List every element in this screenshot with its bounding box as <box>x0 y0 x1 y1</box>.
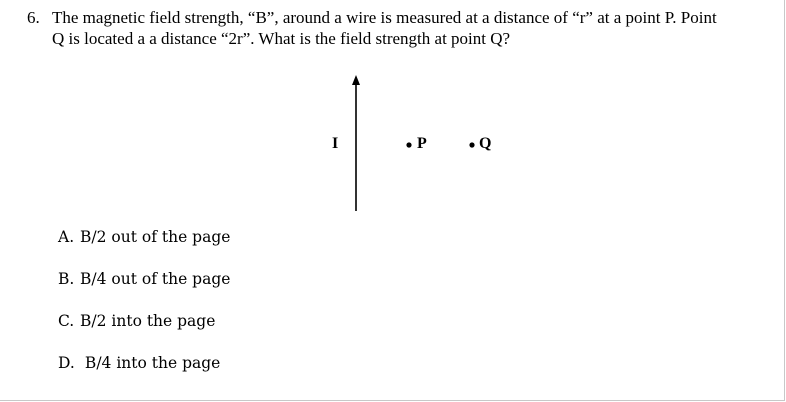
choice-a-text: B/2 out of the page <box>80 228 231 246</box>
choice-d-text: B/4 into the page <box>80 354 221 372</box>
choice-d-letter: D. <box>58 354 75 372</box>
point-p-label: P <box>417 135 427 152</box>
choice-a-letter: A. <box>58 228 75 246</box>
choice-a[interactable] <box>58 228 230 246</box>
current-label: I <box>332 135 339 152</box>
point-p-dot <box>406 142 411 147</box>
choice-b[interactable] <box>58 270 230 288</box>
choice-b-letter: B. <box>58 270 75 288</box>
choice-c[interactable] <box>58 312 215 330</box>
choice-c-text: B/2 into the page <box>80 312 216 330</box>
choice-d[interactable] <box>58 354 220 372</box>
choice-c-letter: C. <box>58 312 75 330</box>
question-text <box>52 7 782 49</box>
question-line-1: The magnetic field strength, “B”, around a wire is measured at a distance of “r” at a point P. Point <box>52 8 717 27</box>
choice-b-text: B/4 out of the page <box>80 270 231 288</box>
point-q-dot <box>469 142 474 147</box>
question-number: 6. <box>27 8 40 27</box>
question-line-2: Q is located a a distance “2r”. What is the field strength at point Q? <box>52 29 511 48</box>
point-q-label: Q <box>479 135 492 152</box>
wire-diagram <box>320 70 520 220</box>
current-arrow-icon <box>352 75 360 85</box>
